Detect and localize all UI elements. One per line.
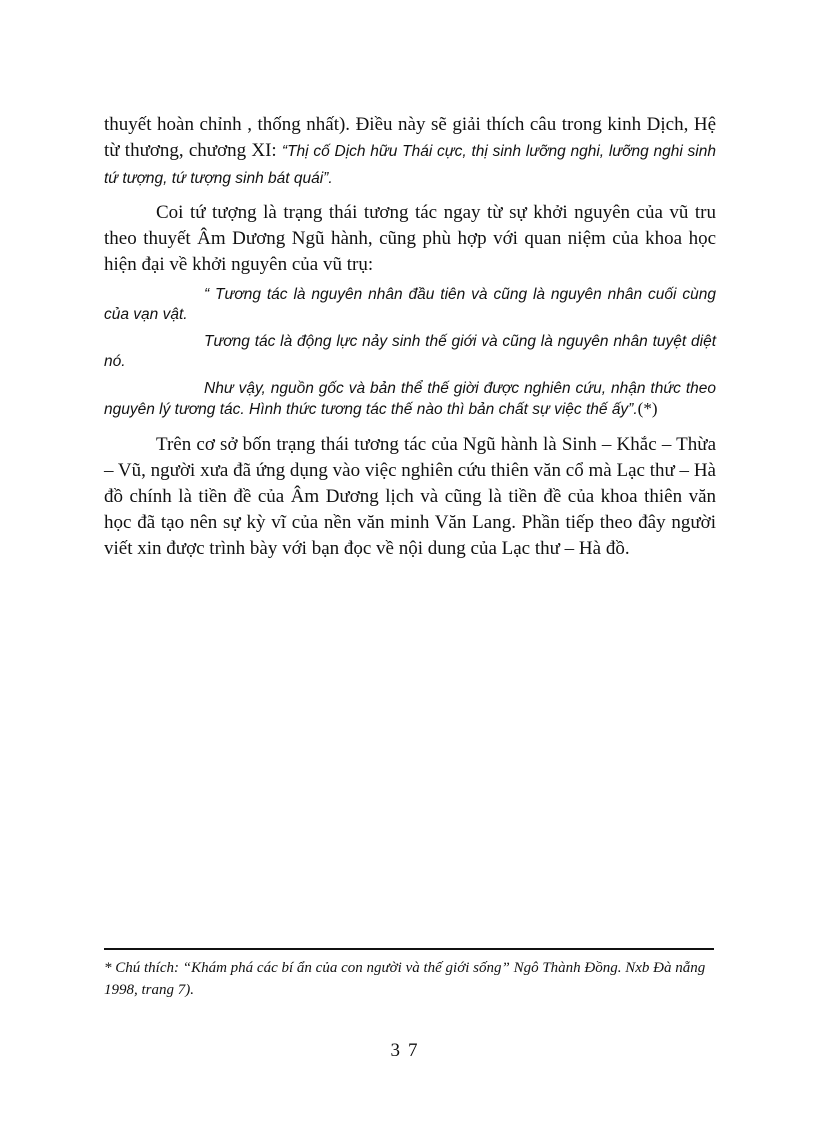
paragraph-1-quote: “Thị cố Dịch hữu Thái cực, thị sinh lưỡng nghi, lưỡng nghi sinh tứ tượng, tứ tượng sinh bát quái”. [104,143,716,187]
page-number: 37 [390,1040,426,1061]
footnote: * Chú thích: “Khám phá các bí ẩn của con người và thế giới sống” Ngô Thành Đồng. Nxb Đà nẵng 1998, trang 7). [104,960,706,998]
quote-block [104,285,716,420]
paragraph-2: Coi tứ tượng là trạng thái tương tác ngay từ sự khởi nguyên của vũ tru theo thuyết Âm Dương Ngũ hành, cũng phù hợp với quan niệm của khoa học hiện đại về khởi nguyên của vũ trụ: [104,202,716,275]
footnote-divider [104,948,714,950]
paragraph-1-text: thuyết hoàn chỉnh , thống nhất). Điều này sẽ giải thích câu trong kinh Dịch, Hệ từ thương, chương XI: [104,114,716,161]
paragraph-3: Trên cơ sở bốn trạng thái tương tác của Ngũ hành là Sinh – Khắc – Thừa – Vũ, người xưa đã ứng dụng vào việc nghiên cứu thiên văn cổ mà Lạc thư – Hà đồ chính là tiền đề của Âm Dương lịch và cũng là tiền đề của khoa thiên văn học đã tạo nên sự kỳ vĩ của nền văn minh Văn Lang. Phần tiếp theo đây người viết xin được trình bày với bạn đọc về nội dung của Lạc thư – Hà đồ. [104,434,716,559]
quote-line-3 [104,379,716,420]
quote-line-1: “ Tương tác là nguyên nhân đầu tiên và cũng là nguyên nhân cuối cùng của vạn vật. [104,286,716,323]
paragraph-1 [104,112,716,192]
page-body [104,112,716,562]
quote-line-3-text: Như vậy, nguồn gốc và bản thể thế giời được nghiên cứu, nhận thức theo nguyên lý tương tác. Hình thức tương tác thế nào thì bản chất sự việc thế ấy”. [104,380,716,418]
quote-line-2: Tương tác là động lực nảy sinh thế giới và cũng là nguyên nhân tuyệt diệt nó. [104,333,716,370]
footnote-marker: (*) [637,399,658,418]
